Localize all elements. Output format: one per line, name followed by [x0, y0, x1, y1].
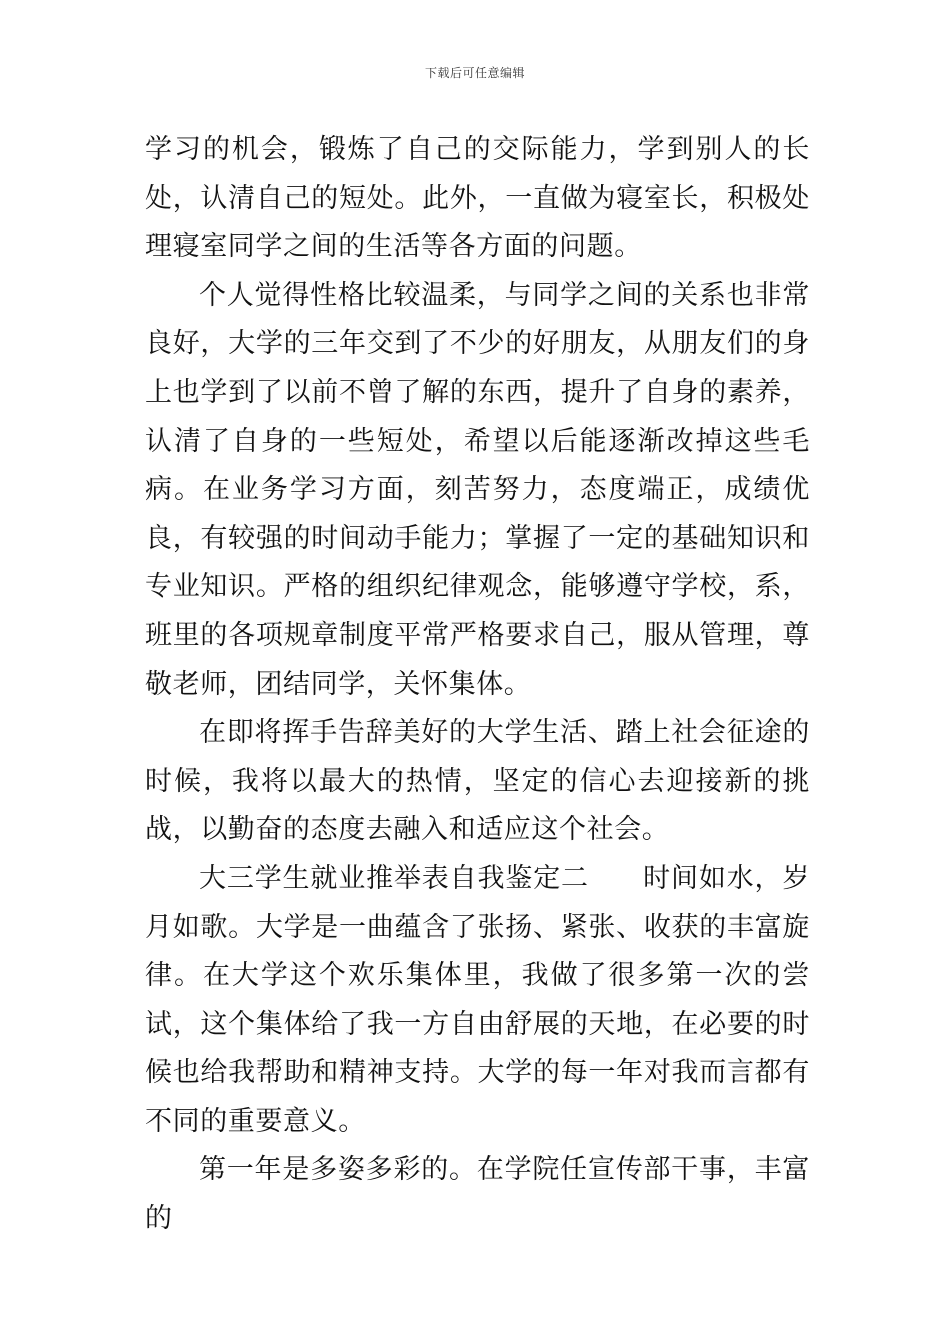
page-header: 下载后可任意编辑 — [424, 66, 525, 80]
paragraph-3 — [145, 709, 810, 855]
paragraph-5 — [145, 1146, 810, 1243]
paragraph-1-text: 学习的机会，锻炼了自己的交际能力，学到别人的长处，认清自己的短处。此外，一直做为寝室长，积极处理寝室同学之间的生活等各方面的问题。 — [145, 134, 810, 263]
paragraph-3-text: 在即将挥手告辞美好的大学生活、踏上社会征途的时候，我将以最大的热情，坚定的信心去迎接新的挑战，以勤奋的态度去融入和适应这个社会。 — [145, 717, 810, 846]
paragraph-4-text: 时间如水，岁月如歌。大学是一曲蕴含了张扬、紧张、收获的丰富旋律。在大学这个欢乐集体里，我做了很多第一次的尝试，这个集体给了我一方自由舒展的天地，在必要的时候也给我帮助和精神支持。大学的每一年对我而言都有不同的重要意义。 — [145, 862, 810, 1137]
document-body — [145, 126, 810, 1244]
paragraph-2-text: 个人觉得性格比较温柔，与同学之间的关系也非常良好，大学的三年交到了不少的好朋友，从朋友们的身上也学到了以前不曾了解的东西，提升了自身的素养，认清了自身的一些短处，希望以后能逐渐改掉这些毛病。在业务学习方面，刻苦努力，态度端正，成绩优良，有较强的时间动手能力；掌握了一定的基础知识和专业知识。严格的组织纪律观念，能够遵守学校，系，班里的各项规章制度平常严格要求自己，服从管理，尊敬老师，团结同学，关怀集体。 — [145, 279, 810, 700]
paragraph-1 — [145, 126, 810, 272]
paragraph-5-text: 第一年是多姿多彩的。在学院任宣传部干事，丰富的 — [145, 1154, 810, 1235]
section-title: 大三学生就业推举表自我鉴定二 — [199, 862, 589, 894]
paragraph-2 — [145, 272, 810, 709]
paragraph-4 — [145, 855, 810, 1147]
